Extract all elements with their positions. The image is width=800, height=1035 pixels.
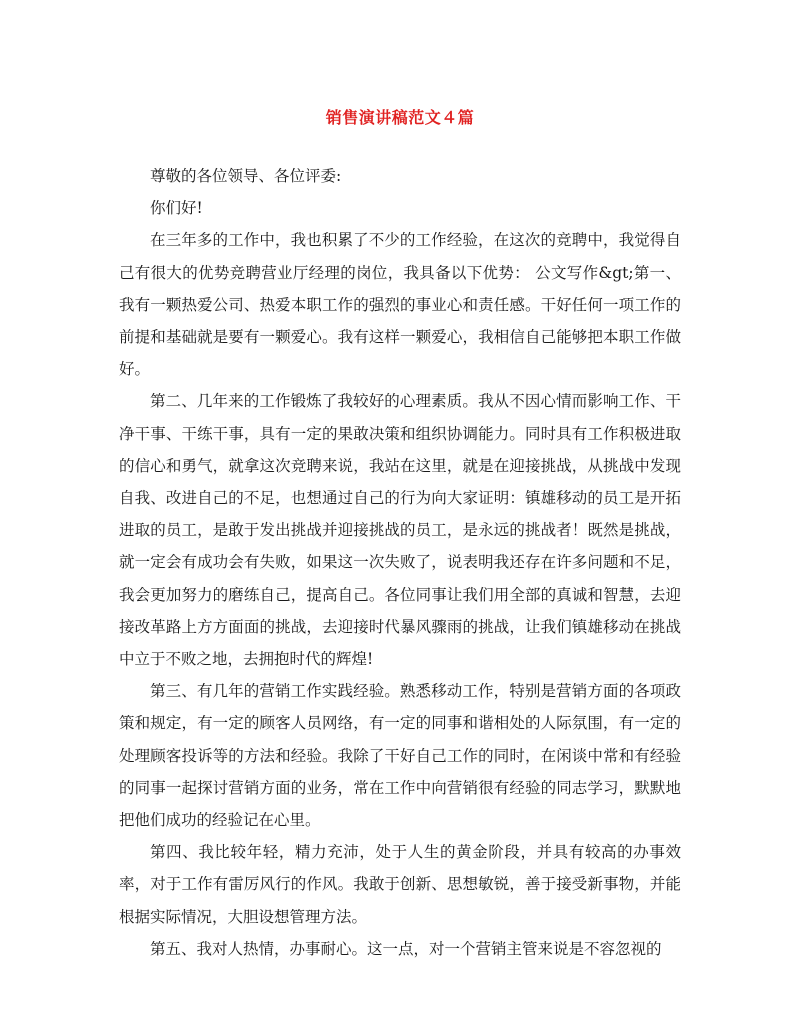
paragraph-point-four: 第四、我比较年轻，精力充沛，处于人生的黄金阶段，并具有较高的办事效率，对于工作有雷厉风行的作风。我敢于创新、思想敏锐，善于接受新事物，并能根据实际情况，大胆设想管理方法。 [119, 843, 681, 926]
document-body [119, 160, 681, 965]
document-title: 销售演讲稿范文４篇 [325, 108, 475, 127]
paragraph-point-three: 第三、有几年的营销工作实践经验。熟悉移动工作，特别是营销方面的各项政策和规定，有一定的顾客人员网络，有一定的同事和谐相处的人际氛围，有一定的处理顾客投诉等的方法和经验。我除了干好自己工作的同时，在闲谈中常和有经验的同事一起探讨营销方面的业务，常在工作中向营销很有经验的同志学习，默默地把他们成功的经验记在心里。 [119, 682, 681, 830]
paragraph-point-five: 第五、我对人热情，办事耐心。这一点，对一个营销主管来说是不容忽视的 [150, 939, 662, 958]
paragraph-point-two: 第二、几年来的工作锻炼了我较好的心理素质。我从不因心情而影响工作、干净干事、干练干事，具有一定的果敢决策和组织协调能力。同时具有工作积极进取的信心和勇气，就拿这次竞聘来说，我站在这里，就是在迎接挑战，从挑战中发现自我、改进自己的不足，也想通过自己的行为向大家证明：镇雄移动的员工是开拓进取的员工，是敢于发出挑战并迎接挑战的员工，是永远的挑战者！既然是挑战，就一定会有成功会有失败，如果这一次失败了，说表明我还存在许多问题和不足，我会更加努力的磨练自己，提高自己。各位同事让我们用全部的真诚和智慧，去迎接改革路上方方面面的挑战，去迎接时代暴风骤雨的挑战，让我们镇雄移动在挑战中立于不败之地，去拥抱时代的辉煌! [119, 392, 681, 669]
paragraph-salutation: 尊敬的各位领导、各位评委: [150, 167, 342, 185]
paragraph-greeting: 你们好! [150, 199, 203, 218]
paragraph-experience: 在三年多的工作中，我也积累了不少的工作经验，在这次的竞聘中，我觉得自己有很大的优势竞聘营业厅经理的岗位，我具备以下优势： 公文写作&gt;第一、 我有一颗热爱公司、热爱本职工作的强烈的事业心和责任感。干好任何一项工作的前提和基础就是要有一颗爱心。我有这样一颗爱心，我相信自己能够把本职工作做好。 [119, 231, 681, 379]
